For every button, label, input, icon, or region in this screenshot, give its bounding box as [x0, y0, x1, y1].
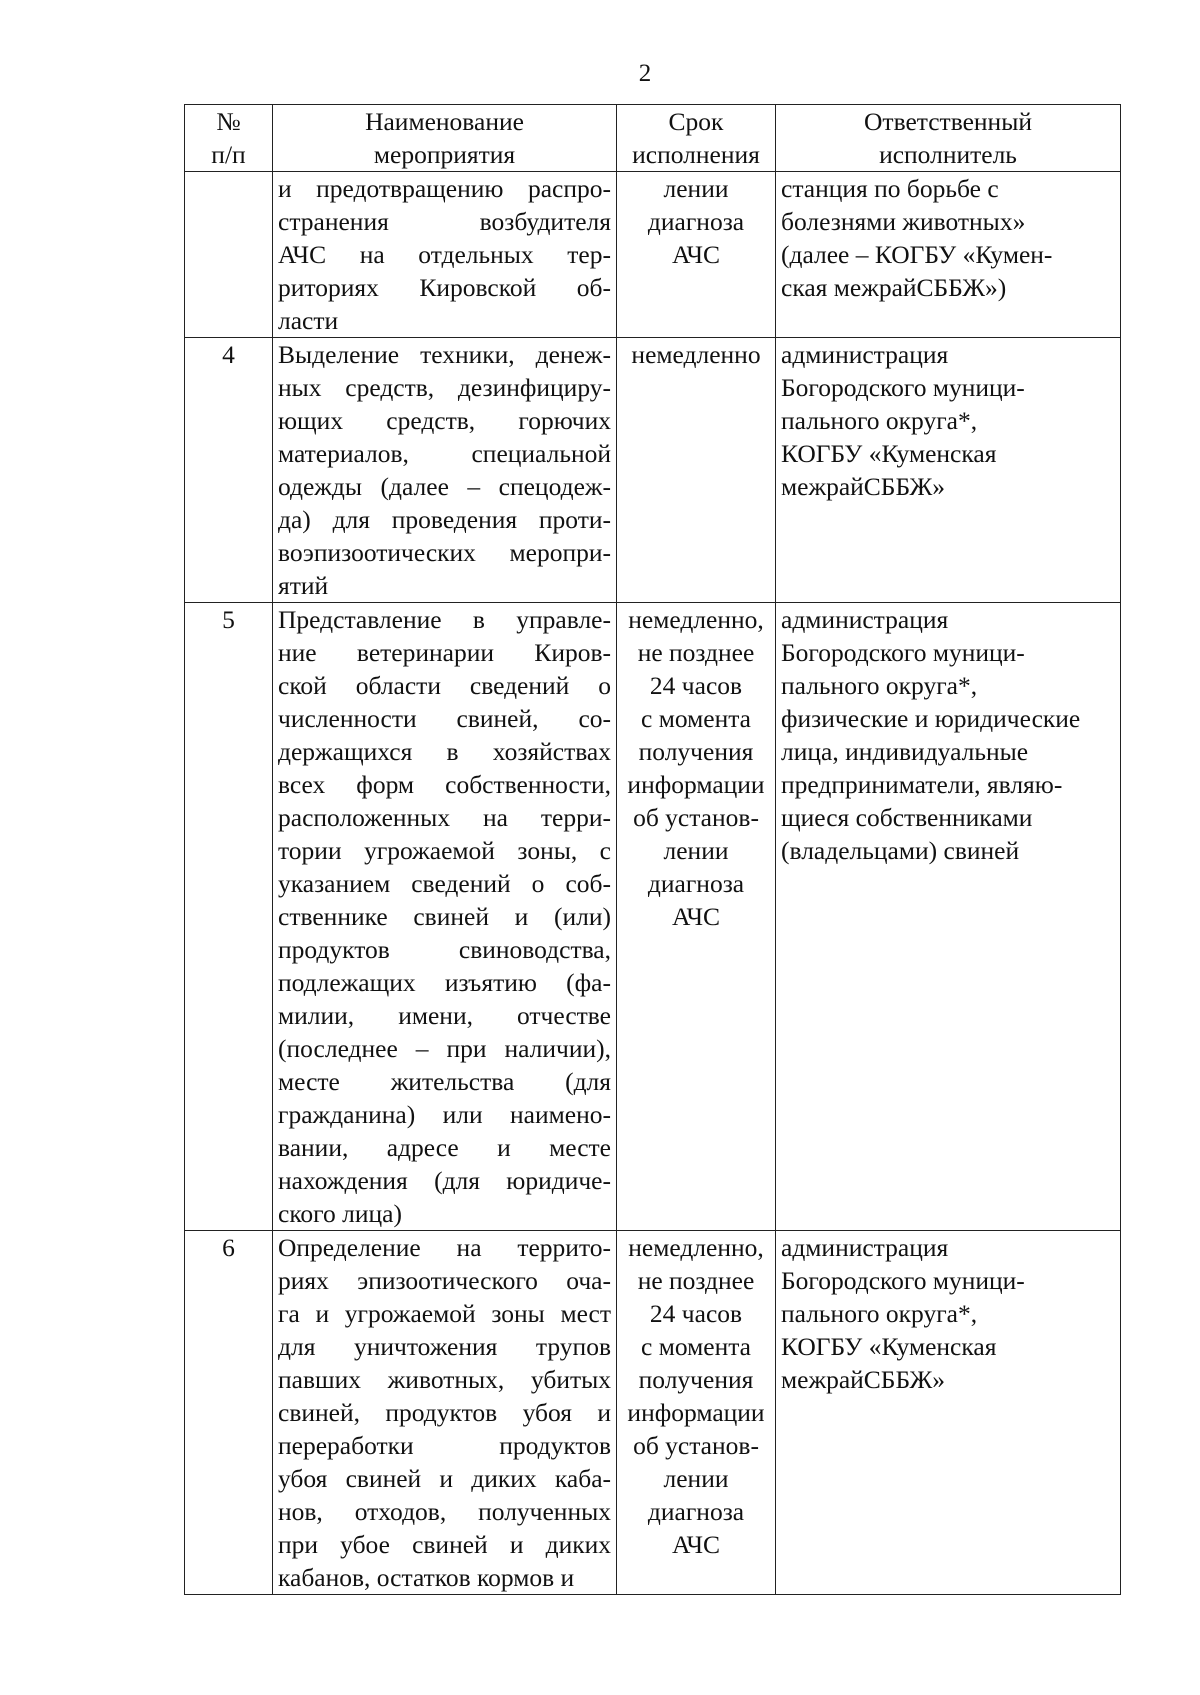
name-line: численности свиней, со- — [278, 704, 611, 733]
term-line: информации — [627, 770, 765, 799]
term-line: немедленно, — [628, 1233, 764, 1262]
cell-num — [185, 172, 273, 338]
term-line: немедленно — [631, 340, 761, 369]
cell-term — [617, 603, 776, 1231]
name-line: продуктов свиноводства, — [278, 935, 611, 964]
name-line: Определение на террито- — [278, 1233, 611, 1262]
header-num — [185, 105, 273, 172]
table-row — [185, 172, 1121, 338]
header-name — [273, 105, 617, 172]
name-line: ятий — [278, 571, 329, 600]
cell-name — [273, 172, 617, 338]
page-number: 2 — [638, 60, 652, 87]
table-row — [185, 603, 1121, 1231]
name-line: нов, отходов, полученных — [278, 1497, 611, 1526]
name-line: кабанов, остатков кормов и — [278, 1563, 575, 1592]
name-line: воэпизоотических меропри- — [278, 538, 611, 567]
cell-num — [185, 1231, 273, 1595]
term-line: об установ- — [633, 1431, 759, 1460]
term-line: получения — [638, 737, 754, 766]
resp-line: щиеся собственниками — [781, 803, 1033, 832]
table-body — [185, 172, 1121, 1595]
name-line: га и угрожаемой зоны мест — [278, 1299, 611, 1328]
header-term-line: Срок — [668, 107, 724, 136]
name-line: указанием сведений о соб- — [278, 869, 611, 898]
row-number: 5 — [222, 605, 235, 634]
name-line: странения возбудителя — [278, 207, 611, 236]
resp-line: ская межрайСББЖ») — [781, 273, 1007, 302]
cell-name — [273, 338, 617, 603]
name-line: материалов, специальной — [278, 439, 611, 468]
name-line: свиней, продуктов убоя и — [278, 1398, 611, 1427]
cell-num — [185, 338, 273, 603]
name-line: Выделение техники, денеж- — [278, 340, 611, 369]
header-num-line: № — [216, 107, 241, 136]
header-num-line: п/п — [211, 140, 246, 169]
resp-line: пального округа*, — [781, 406, 978, 435]
name-line: переработки продуктов — [278, 1431, 611, 1460]
cell-name — [273, 603, 617, 1231]
header-resp — [776, 105, 1121, 172]
name-line: риториях Кировской об- — [278, 273, 611, 302]
name-line: убоя свиней и диких каба- — [278, 1464, 611, 1493]
measures-table — [184, 104, 1121, 1595]
header-resp-line: исполнитель — [879, 140, 1017, 169]
header-term — [617, 105, 776, 172]
cell-term — [617, 1231, 776, 1595]
name-line: расположенных на терри- — [278, 803, 611, 832]
header-resp-line: Ответственный — [864, 107, 1032, 136]
name-line: ющих средств, горючих — [278, 406, 611, 435]
header-name-line: мероприятия — [373, 140, 516, 169]
cell-term — [617, 172, 776, 338]
term-line: с момента — [641, 1332, 751, 1361]
term-line: об установ- — [633, 803, 759, 832]
term-line: 24 часов — [649, 1299, 743, 1328]
term-line: АЧС — [671, 902, 721, 931]
term-line: лении — [663, 1464, 729, 1493]
resp-line: Богородского муници- — [781, 1266, 1025, 1295]
name-line: всех форм собственности, — [278, 770, 611, 799]
cell-term — [617, 338, 776, 603]
row-number: 6 — [222, 1233, 235, 1262]
header-name-line: Наименование — [365, 107, 524, 136]
table-header-row — [185, 105, 1121, 172]
table-row — [185, 1231, 1121, 1595]
cell-name — [273, 1231, 617, 1595]
name-line: ского лица) — [278, 1199, 402, 1228]
term-line: получения — [638, 1365, 754, 1394]
name-line: риях эпизоотического оча- — [278, 1266, 611, 1295]
term-line: немедленно, — [628, 605, 764, 634]
resp-line: (далее – КОГБУ «Кумен- — [781, 240, 1053, 269]
term-line: не позднее — [637, 1266, 755, 1295]
resp-line: болезнями животных» — [781, 207, 1026, 236]
name-line: Представление в управле- — [278, 605, 611, 634]
name-line: одежды (далее – спецодеж- — [278, 472, 611, 501]
term-line: лении — [663, 174, 729, 203]
resp-line: Богородского муници- — [781, 373, 1025, 402]
name-line: ние ветеринарии Киров- — [278, 638, 611, 667]
name-line: и предотвращению распро- — [278, 174, 611, 203]
table-row — [185, 338, 1121, 603]
term-line: информации — [627, 1398, 765, 1427]
name-line: держащихся в хозяйствах — [278, 737, 611, 766]
term-line: АЧС — [671, 240, 721, 269]
term-line: лении — [663, 836, 729, 865]
term-line: 24 часов — [649, 671, 743, 700]
cell-resp — [776, 172, 1121, 338]
name-line: вании, адресе и месте — [278, 1133, 611, 1162]
name-line: ственнике свиней и (или) — [278, 902, 611, 931]
resp-line: пального округа*, — [781, 1299, 978, 1328]
term-line: диагноза — [647, 869, 745, 898]
resp-line: межрайСББЖ» — [781, 1365, 946, 1394]
resp-line: предприниматели, являю- — [781, 770, 1063, 799]
name-line: ных средств, дезинфициру- — [278, 373, 611, 402]
term-line: не позднее — [637, 638, 755, 667]
resp-line: КОГБУ «Куменская — [781, 1332, 997, 1361]
cell-resp — [776, 603, 1121, 1231]
name-line: подлежащих изъятию (фа- — [278, 968, 611, 997]
cell-resp — [776, 1231, 1121, 1595]
name-line: да) для проведения проти- — [278, 505, 611, 534]
term-line: АЧС — [671, 1530, 721, 1559]
name-line: ласти — [278, 306, 339, 335]
resp-line: КОГБУ «Куменская — [781, 439, 997, 468]
resp-line: (владельцами) свиней — [781, 836, 1020, 865]
resp-line: Богородского муници- — [781, 638, 1025, 667]
name-line: нахождения (для юридиче- — [278, 1166, 611, 1195]
cell-resp — [776, 338, 1121, 603]
resp-line: межрайСББЖ» — [781, 472, 946, 501]
row-number: 4 — [222, 340, 235, 369]
name-line: гражданина) или наимено- — [278, 1100, 611, 1129]
term-line: диагноза — [647, 207, 745, 236]
resp-line: администрация — [781, 1233, 949, 1262]
resp-line: физические и юридические — [781, 704, 1081, 733]
name-line: для уничтожения трупов — [278, 1332, 611, 1361]
name-line: (последнее – при наличии), — [278, 1034, 611, 1063]
term-line: диагноза — [647, 1497, 745, 1526]
name-line: АЧС на отдельных тер- — [278, 240, 611, 269]
resp-line: администрация — [781, 340, 949, 369]
name-line: ской области сведений о — [278, 671, 611, 700]
name-line: павших животных, убитых — [278, 1365, 611, 1394]
name-line: тории угрожаемой зоны, с — [278, 836, 611, 865]
resp-line: станция по борьбе с — [781, 174, 999, 203]
header-term-line: исполнения — [632, 140, 760, 169]
name-line: милии, имени, отчестве — [278, 1001, 611, 1030]
name-line: месте жительства (для — [278, 1067, 611, 1096]
name-line: при убое свиней и диких — [278, 1530, 611, 1559]
resp-line: администрация — [781, 605, 949, 634]
resp-line: лица, индивидуальные — [781, 737, 1029, 766]
resp-line: пального округа*, — [781, 671, 978, 700]
term-line: с момента — [641, 704, 751, 733]
cell-num — [185, 603, 273, 1231]
